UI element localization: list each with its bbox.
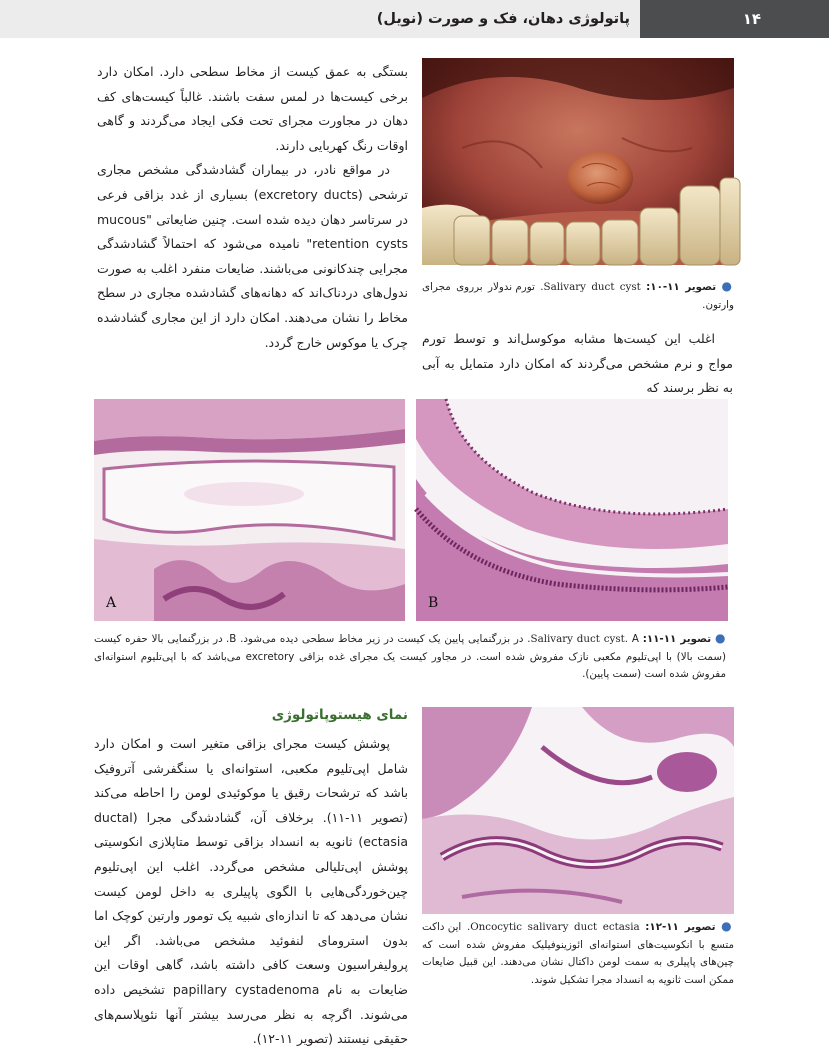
bullet-icon: ● <box>721 919 734 933</box>
caption-label: تصویر ۱۱-۱۲: <box>645 921 716 933</box>
bullet-icon: ● <box>714 631 726 645</box>
page-header <box>0 0 829 38</box>
cyst-swelling <box>567 152 633 204</box>
figure-11-11-panel-b <box>416 399 728 621</box>
running-title: پاتولوژی دهان، فک و صورت (نویل) <box>0 0 640 38</box>
clinical-photo-illustration <box>422 58 734 265</box>
bullet-icon: ● <box>721 279 734 293</box>
paragraph: در مواقع نادر، در بیماران گشادشدگی مشخص مجاری ترشحی (excretory ducts) بسیاری از غدد بزاقی فرعی در سرتاسر دهان دیده شده است. چنین ضایعاتی "mucous retention cysts" نامیده می‌شود که احتمالاً گشادشدگی مجرایی چندکانونی می‌باشند. ضایعات منفرد اغلب به صورت ندول‌های دردناک‌اند که دهانه‌های گشادشده مجاری در سطح مخاط را نشان می‌دهند. امکان دارد از این مجاری گشادشده چرک یا موکوس خارج گردد. <box>97 162 408 350</box>
caption-label: تصویر ۱۱-۱۱: <box>642 633 712 645</box>
histology-oncocytic-duct <box>422 707 734 914</box>
panel-label: A <box>106 595 117 611</box>
figure-11-10-photo <box>422 58 734 265</box>
paragraph: اغلب این کیست‌ها مشابه موکوسل‌اند و توسط تورم مواج و نرم مشخص می‌گردند که امکان دارد متمایل به آبی به نظر برسند که <box>422 331 733 396</box>
page-number: ۱۴ <box>640 0 829 38</box>
caption-term: Oncocytic salivary duct ectasia. <box>466 921 640 933</box>
body-text-left <box>422 327 733 401</box>
figure-11-10-caption <box>422 278 734 314</box>
body-text-right-top <box>97 60 408 355</box>
figure-11-12-caption <box>422 918 734 989</box>
caption-term: Salivary duct cyst. <box>530 633 629 645</box>
figure-11-12-photo <box>422 707 734 914</box>
figure-11-11-panel-a <box>94 399 405 621</box>
caption-label: تصویر ۱۱-۱۰: <box>646 281 717 293</box>
paragraph: پوشش کیست مجرای بزاقی متغیر است و امکان دارد شامل اپی‌تلیوم مکعبی، استوانه‌ای یا سنگفرشی آتروفیک باشد که ترشحات رقیق یا موکوئیدی لومن را احاطه می‌کند (تصویر ۱۱-۱۱). برخلاف آن، گشادشدگی مجرا (ductal ectasia) ثانویه به انسداد بزاقی توسط متاپلازی انکوسیتی پوشش اپی‌تلیالی مشخص می‌گردد. اغلب این اپی‌تلیوم چین‌خوردگی‌هایی با الگوی پاپیلری به داخل لومن کیست نشان می‌دهد که تا اندازه‌ای شبیه یک تومور وارتین کوچک اما بدون استرومای لنفوئید مشخص می‌باشد. اگر این پرولیفراسیون وسعت کافی داشته باشد، گاهی اوقات این ضایعات به نام papillary cystadenoma تشخیص داده می‌شوند. اگرچه به نظر می‌رسد بیشتر آنها نئوپلاسم‌های حقیقی نیستند (تصویر ۱۱-۱۲). <box>94 736 409 1047</box>
paragraph: بستگی به عمق کیست از مخاط سطحی دارد. امکان دارد برخی کیست‌ها در لمس سفت باشند. غالباً کیست‌های کف دهان در مجاورت مجرای تحت فکی ایجاد می‌گردند و گاهی اوقات رنگ کهربایی دارند. <box>97 64 408 153</box>
section-heading: نمای هیستوپاتولوژی <box>271 707 408 723</box>
body-text-histopathology <box>94 732 408 1052</box>
caption-text: تورم ندولار برروی مجرای وارتون. <box>422 281 734 311</box>
caption-term: Salivary duct cyst. <box>540 281 641 293</box>
caption-text: A. در بزرگنمایی پایین یک کیست در زیر مخاط سطحی دیده می‌شود. B. در بزرگنمایی بالا حفره کیست (سمت بالا) با اپی‌تلیوم مکعبی نازک مفروش شده است. در مجاور کیست یک مجرای غده بزاقی excretory می‌باشد که با اپی‌تلیوم استوانه‌ای مفروش شده است (سمت پایین). <box>94 633 726 680</box>
histology-high-power <box>416 399 728 621</box>
panel-label: B <box>428 595 439 611</box>
figure-11-11-caption <box>94 630 726 684</box>
histology-low-power <box>94 399 405 621</box>
caption-text: این داکت متسع با انکوسیت‌های استوانه‌ای ائوزینوفیلیک مفروش شده است که چین‌های پاپیلری به سمت لومن داکتال نشان می‌دهند. این قبیل ضایعات ممکن است ثانویه به انسداد مجرا تشکیل شوند. <box>422 921 734 986</box>
